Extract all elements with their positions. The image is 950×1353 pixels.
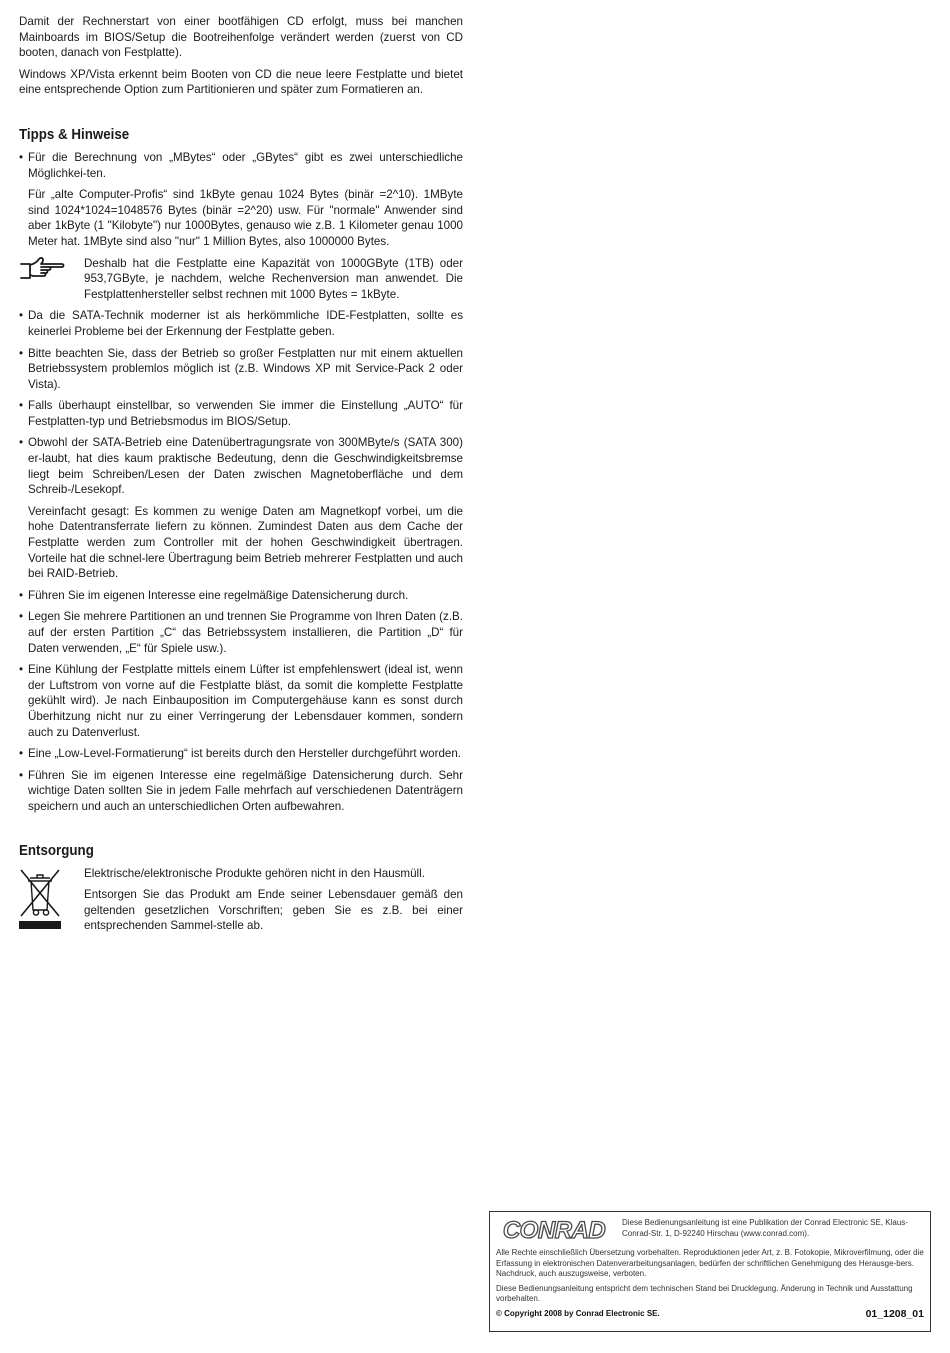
imprint-state: Diese Bedienungsanleitung entspricht dem technischen Stand bei Drucklegung. Änderung in Technik und Ausstattung vorbehalten.	[496, 1283, 913, 1303]
pointing-hand-icon	[19, 256, 65, 282]
document-column	[19, 14, 463, 940]
bullet-text: Obwohl der SATA-Betrieb eine Datenübertragungsrate von 300MByte/s (SATA 300) er-laubt, hat dies kaum praktische Bedeutung, denn die Geschwindigkeitsbremse liegt beim Schreiben/Lesen der Daten zwischen Magnetoberfläche und dem Schreib-/Lesekopf.	[28, 436, 463, 497]
bullet-marker: •	[19, 436, 24, 450]
bullet-text: Für die Berechnung von „MBytes“ oder „GBytes“ gibt es zwei unterschiedliche Möglichkei-ten.	[28, 150, 463, 180]
bullet-text: Eine „Low-Level-Formatierung“ ist bereits durch den Hersteller durchgeführt worden.	[28, 747, 462, 761]
imprint-publisher: Diese Bedienungsanleitung ist eine Publikation der Conrad Electronic SE, Klaus-Conrad-Str. 1, D-92240 Hirschau (www.conrad.com).	[622, 1218, 908, 1238]
bullet-item	[19, 768, 463, 815]
intro-paragraph-bios: Damit der Rechnerstart von einer bootfähigen CD erfolgt, muss bei manchen Mainboards im BIOS/Setup die Bootreihenfolge verändert werden (zuerst von CD booten, danach von Festplatte).	[19, 15, 463, 60]
bullet-item	[19, 588, 463, 604]
bullet-marker: •	[19, 768, 24, 782]
paragraph-profis: Für „alte Computer-Profis“ sind 1kByte genau 1024 Bytes (binär =2^10). 1MByte sind 1024*1024=1048576 Bytes (binär =2^20) usw. Für "normale" Anwender sind aber 1kByte (1 "Kilobyte") nur 1000Bytes, genauso wie z.B. 1 Kilometer genau 1000 Meter hat. 1MByte sind also "nur" 1 Million Bytes, also 1000000 Bytes.	[28, 188, 463, 248]
bullet-marker: •	[19, 309, 24, 323]
bullet-text: Bitte beachten Sie, dass der Betrieb so großer Festplatten nur mit einem aktuellen Betriebssystem problemlos möglich ist (z.B. Windows XP mit Service-Pack 2 oder Vista).	[28, 346, 463, 391]
bullet-text: Eine Kühlung der Festplatte mittels einem Lüfter ist empfehlenswert (ideal ist, wenn der Luftstrom von vorne auf die Festplatte bläst, da somit die komplette Festplatte gekühlt wird). Je nach Einbauposition im Computergehäuse kann es sonst durch Überhitzung nicht nur zu einer Verringerung der Lebensdauer kommen, sondern auch zu Datenverlust.	[28, 663, 463, 739]
bullet-item	[19, 609, 463, 656]
heading-tipps: Tipps & Hinweise	[19, 126, 130, 143]
bullet-marker: •	[19, 150, 24, 164]
bullet-item	[19, 435, 463, 497]
bullet-marker: •	[19, 610, 24, 624]
bullet-text: Da die SATA-Technik moderner ist als herkömmliche IDE-Festplatten, sollte es keinerlei Probleme bei der Erkennung der Festplatte geben.	[28, 309, 463, 338]
bullet-marker: •	[19, 346, 24, 360]
bullet-item	[19, 150, 463, 181]
bullet-item	[19, 662, 463, 740]
disposal-paragraph-household: Elektrische/elektronische Produkte gehören nicht in den Hausmüll.	[84, 866, 425, 880]
disposal-block	[19, 866, 463, 934]
bullet-marker: •	[19, 663, 24, 677]
note-capacity	[19, 256, 463, 303]
imprint-rights: Alle Rechte einschließlich Übersetzung vorbehalten. Reproduktionen jeder Art, z. B. Fotokopie, Mikroverfilmung, oder die Erfassung in elektronischen Datenverarbeitungsanlagen, bedürfen der schriftlichen Genehmigung des Herausge-bers. Nachdruck, auch auszugsweise, verboten.	[496, 1248, 924, 1278]
intro-paragraph-windows: Windows XP/Vista erkennt beim Booten von CD die neue leere Festplatte und bietet eine entsprechende Option zum Partitionieren und später zum Formatieren an.	[19, 67, 463, 97]
conrad-logo	[496, 1216, 612, 1244]
imprint-box	[489, 1211, 931, 1332]
bullet-text: Legen Sie mehrere Partitionen an und trennen Sie Programme von Ihren Daten (z.B. auf der ersten Partition „C“ das Betriebssystem installieren, die Partition „D“ für Daten verwenden, „E“ für Spiele usw.).	[28, 610, 464, 655]
imprint-document-code: 01_1208_01	[865, 1307, 924, 1320]
bullet-item	[19, 746, 463, 762]
bullet-item	[19, 308, 463, 339]
bullet-marker: •	[19, 747, 24, 761]
conrad-logo-text: CONRAD	[502, 1217, 606, 1244]
bullet-item	[19, 346, 463, 393]
bullet-item	[19, 398, 463, 429]
bullet-text: Führen Sie im eigenen Interesse eine regelmäßige Datensicherung durch.	[28, 588, 409, 602]
disposal-paragraph-regulations: Entsorgen Sie das Produkt am Ende seiner Lebensdauer gemäß den geltenden gesetzlichen Vorschriften; geben Sie es z.B. bei einer entsprechenden Sammel-stelle ab.	[84, 888, 463, 933]
bullet-text: Falls überhaupt einstellbar, so verwenden Sie immer die Einstellung „AUTO“ für Festplatten-typ und Betriebsmodus im BIOS/Setup.	[28, 399, 463, 428]
crossed-out-wheelie-bin-icon	[19, 868, 61, 930]
paragraph-simplified: Vereinfacht gesagt: Es kommen zu wenige Daten am Magnetkopf vorbei, um die hohe Datentransferrate liefern zu können. Zumindest Daten aus dem Cache der Festplatte werden zum Controller mit der hohen Geschwindigkeit übertragen. Vorteile hat die schnel-lere Übertragung beim Betrieb mehrerer Festplatten und auch bei RAID-Betrieb.	[28, 504, 463, 581]
imprint-copyright: © Copyright 2008 by Conrad Electronic SE.	[496, 1308, 660, 1318]
bullet-marker: •	[19, 399, 24, 413]
heading-entsorgung: Entsorgung	[19, 842, 94, 859]
bullet-text: Führen Sie im eigenen Interesse eine regelmäßige Datensicherung durch. Sehr wichtige Daten sollten Sie in jedem Falle mehrfach auf verschiedenen Datenträgern speichern und auch an unterschiedlichen Orten aufbewahren.	[28, 768, 463, 813]
bullet-marker: •	[19, 588, 24, 602]
note-capacity-text: Deshalb hat die Festplatte eine Kapazität von 1000GByte (1TB) oder 953,7GByte, je nachdem, welche Rechenversion man anwendet. Die Festplattenhersteller selbst rechnen mit 1000 Bytes = 1kByte.	[84, 256, 463, 301]
